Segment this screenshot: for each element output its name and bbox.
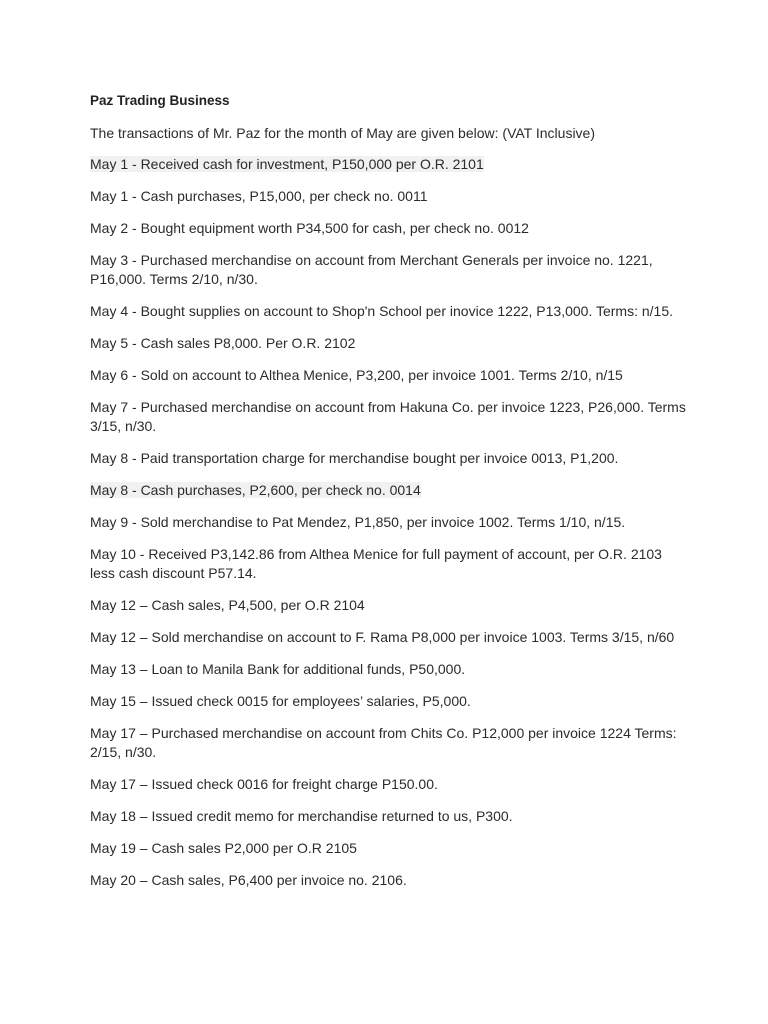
transaction-entry: May 4 - Bought supplies on account to Shop'n School per inovice 1222, P13,000. Terms: n/15. — [90, 303, 674, 319]
transaction-entry: May 6 - Sold on account to Althea Menice, P3,200, per invoice 1001. Terms 2/10, n/15 — [90, 367, 623, 383]
transaction-entry: May 17 – Purchased merchandise on account from Chits Co. P12,000 per invoice 1224 Terms: 2/15, n/30. — [90, 725, 677, 760]
transaction-entry: May 1 - Cash purchases, P15,000, per check no. 0011 — [90, 188, 428, 204]
transaction-entry: May 3 - Purchased merchandise on account from Merchant Generals per invoice no. 1221, P16,000. Terms 2/10, n/30. — [90, 252, 653, 287]
transaction-entry: May 17 – Issued check 0016 for freight charge P150.00. — [90, 776, 438, 792]
transaction-entry: May 12 – Sold merchandise on account to F. Rama P8,000 per invoice 1003. Terms 3/15, n/60 — [90, 629, 675, 645]
transaction-entry: May 8 - Paid transportation charge for merchandise bought per invoice 0013, P1,200. — [90, 450, 619, 466]
transaction-entry: May 12 – Cash sales, P4,500, per O.R 2104 — [90, 597, 365, 613]
transaction-entry: May 8 - Cash purchases, P2,600, per check no. 0014 — [90, 482, 421, 498]
transaction-entry: May 1 - Received cash for investment, P150,000 per O.R. 2101 — [90, 156, 484, 172]
transaction-entry: May 19 – Cash sales P2,000 per O.R 2105 — [90, 840, 357, 856]
transaction-entry: May 2 - Bought equipment worth P34,500 for cash, per check no. 0012 — [90, 220, 529, 236]
document-intro: The transactions of Mr. Paz for the month of May are given below: (VAT Inclusive) — [90, 125, 595, 141]
transaction-entry: May 7 - Purchased merchandise on account from Hakuna Co. per invoice 1223, P26,000. Terms 3/15, n/30. — [90, 399, 686, 434]
transaction-entry: May 10 - Received P3,142.86 from Althea Menice for full payment of account, per O.R. 2103 less cash discount P57.14. — [90, 546, 662, 581]
document-title: Paz Trading Business — [90, 93, 230, 108]
transaction-entry: May 5 - Cash sales P8,000. Per O.R. 2102 — [90, 335, 356, 351]
transaction-entry: May 13 – Loan to Manila Bank for additional funds, P50,000. — [90, 661, 466, 677]
transaction-entry: May 15 – Issued check 0015 for employees’ salaries, P5,000. — [90, 693, 471, 709]
transaction-entry: May 9 - Sold merchandise to Pat Mendez, P1,850, per invoice 1002. Terms 1/10, n/15. — [90, 514, 626, 530]
transaction-entry: May 18 – Issued credit memo for merchandise returned to us, P300. — [90, 808, 513, 824]
transaction-entry: May 20 – Cash sales, P6,400 per invoice no. 2106. — [90, 872, 407, 888]
transaction-list — [90, 155, 708, 890]
